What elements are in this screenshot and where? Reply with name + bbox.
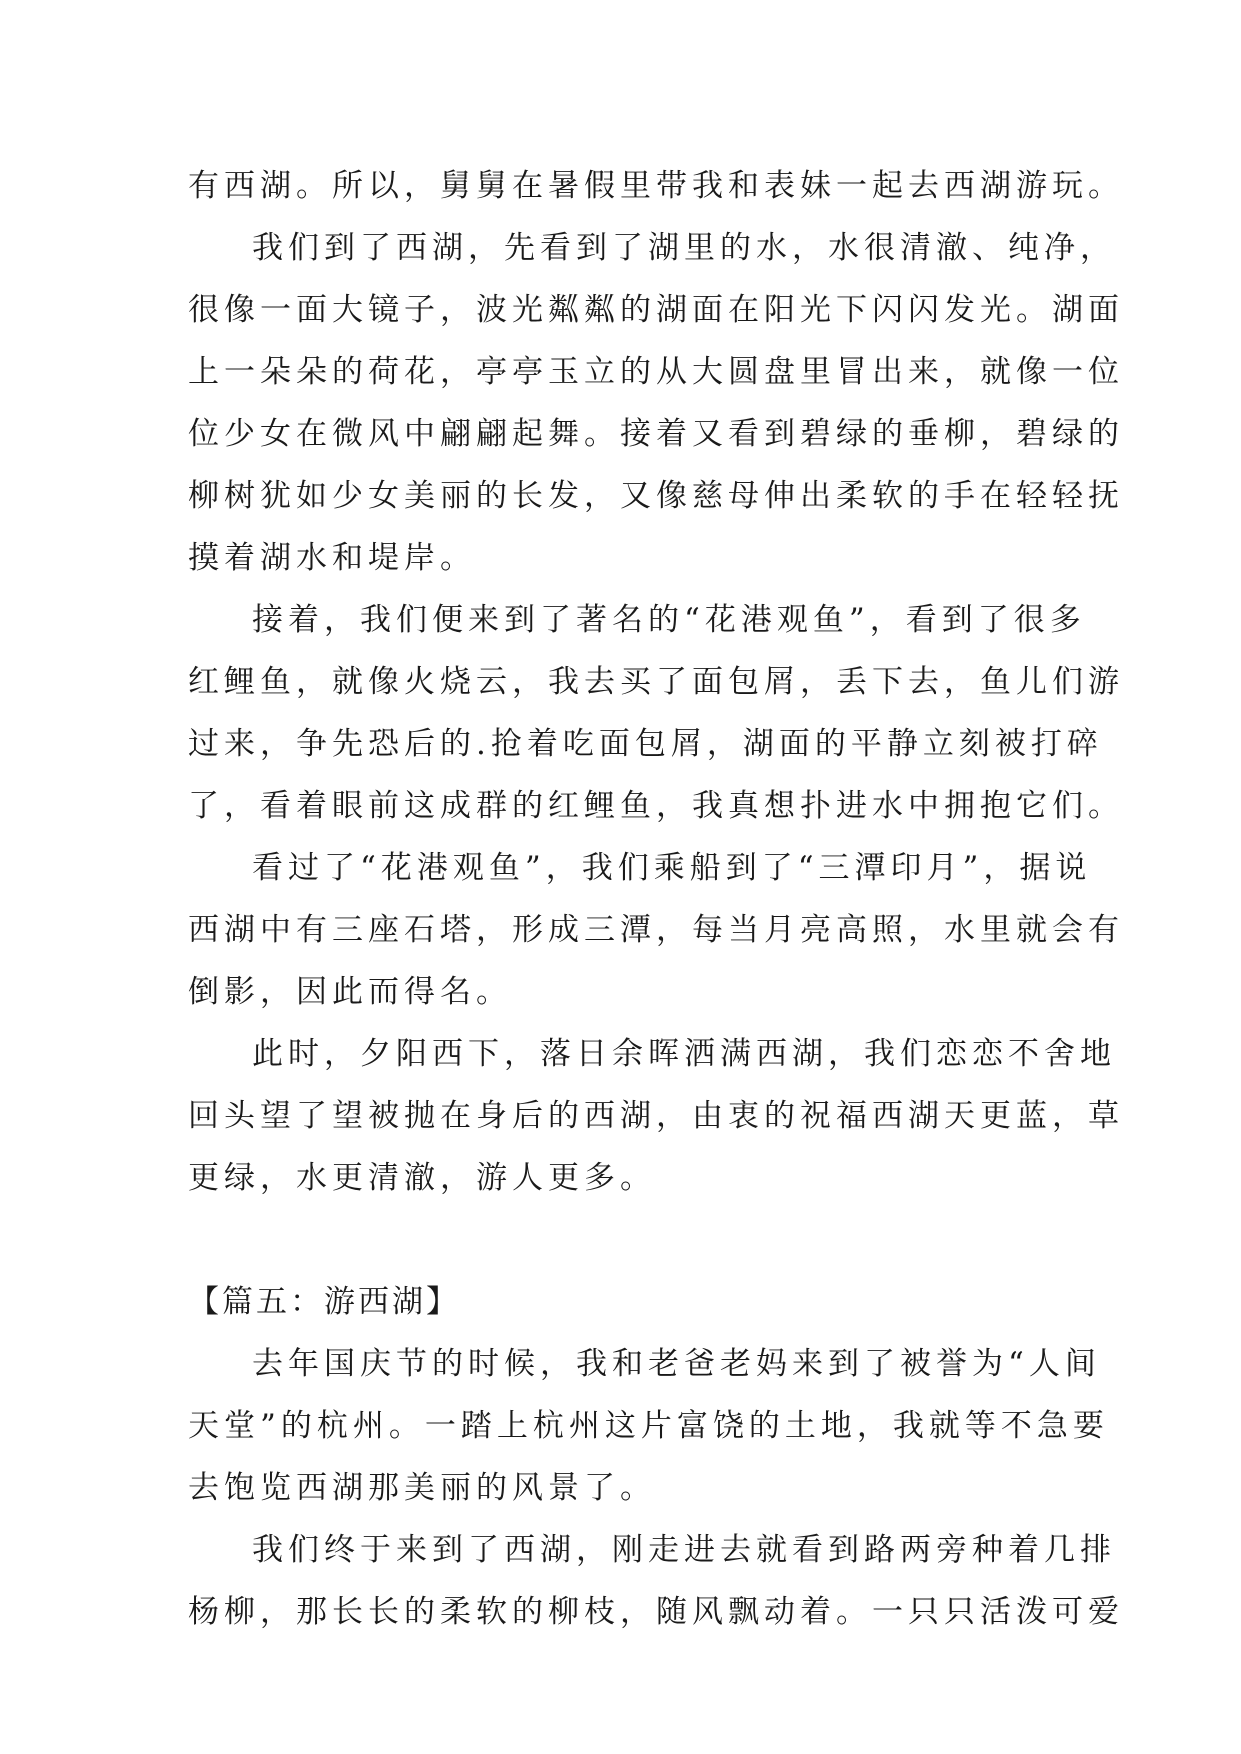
paragraph-start-line: 接着，我们便来到了著名的“花港观鱼”，看到了很多 [252, 602, 1086, 638]
text-line: 红鲤鱼，就像火烧云，我去买了面包屑，丢下去，鱼儿们游 [188, 664, 1124, 700]
paragraph-start-line: 我们到了西湖，先看到了湖里的水，水很清澈、纯净， [252, 230, 1116, 266]
document-body [188, 155, 1124, 1643]
paragraph-start-line: 去年国庆节的时候，我和老爸老妈来到了被誉为“人间 [252, 1346, 1101, 1382]
text-line: 倒影，因此而得名。 [188, 974, 512, 1010]
text-line: 柳树犹如少女美丽的长发，又像慈母伸出柔软的手在轻轻抚 [188, 478, 1124, 514]
text-line: 上一朵朵的荷花，亭亭玉立的从大圆盘里冒出来，就像一位 [188, 354, 1124, 390]
text-line: 西湖中有三座石塔，形成三潭，每当月亮高照，水里就会有 [188, 912, 1124, 948]
text-line: 杨柳，那长长的柔软的柳枝，随风飘动着。一只只活泼可爱 [188, 1594, 1124, 1630]
text-line: 更绿，水更清澈，游人更多。 [188, 1160, 656, 1196]
text-line: 位少女在微风中翩翩起舞。接着又看到碧绿的垂柳，碧绿的 [188, 416, 1124, 452]
text-line: 摸着湖水和堤岸。 [188, 540, 476, 576]
text-line: 有西湖。所以，舅舅在暑假里带我和表妹一起去西湖游玩。 [188, 168, 1124, 204]
section-gap [188, 1209, 1050, 1271]
text-line: 去饱览西湖那美丽的风景了。 [188, 1470, 656, 1506]
section-title: 【篇五：游西湖】 [188, 1284, 460, 1320]
text-line: 过来，争先恐后的.抢着吃面包屑，湖面的平静立刻被打碎 [188, 726, 1103, 762]
paragraph-start-line: 看过了“花港观鱼”，我们乘船到了“三潭印月”，据说 [252, 850, 1092, 886]
text-line: 天堂”的杭州。一踏上杭州这片富饶的土地，我就等不急要 [188, 1408, 1109, 1444]
text-line: 回头望了望被抛在身后的西湖，由衷的祝福西湖天更蓝，草 [188, 1098, 1124, 1134]
paragraph-start-line: 我们终于来到了西湖，刚走进去就看到路两旁种着几排 [252, 1532, 1116, 1568]
text-line: 了，看着眼前这成群的红鲤鱼，我真想扑进水中拥抱它们。 [188, 788, 1124, 824]
text-line: 很像一面大镜子，波光粼粼的湖面在阳光下闪闪发光。湖面 [188, 292, 1124, 328]
paragraph-start-line: 此时，夕阳西下，落日余晖洒满西湖，我们恋恋不舍地 [252, 1036, 1116, 1072]
